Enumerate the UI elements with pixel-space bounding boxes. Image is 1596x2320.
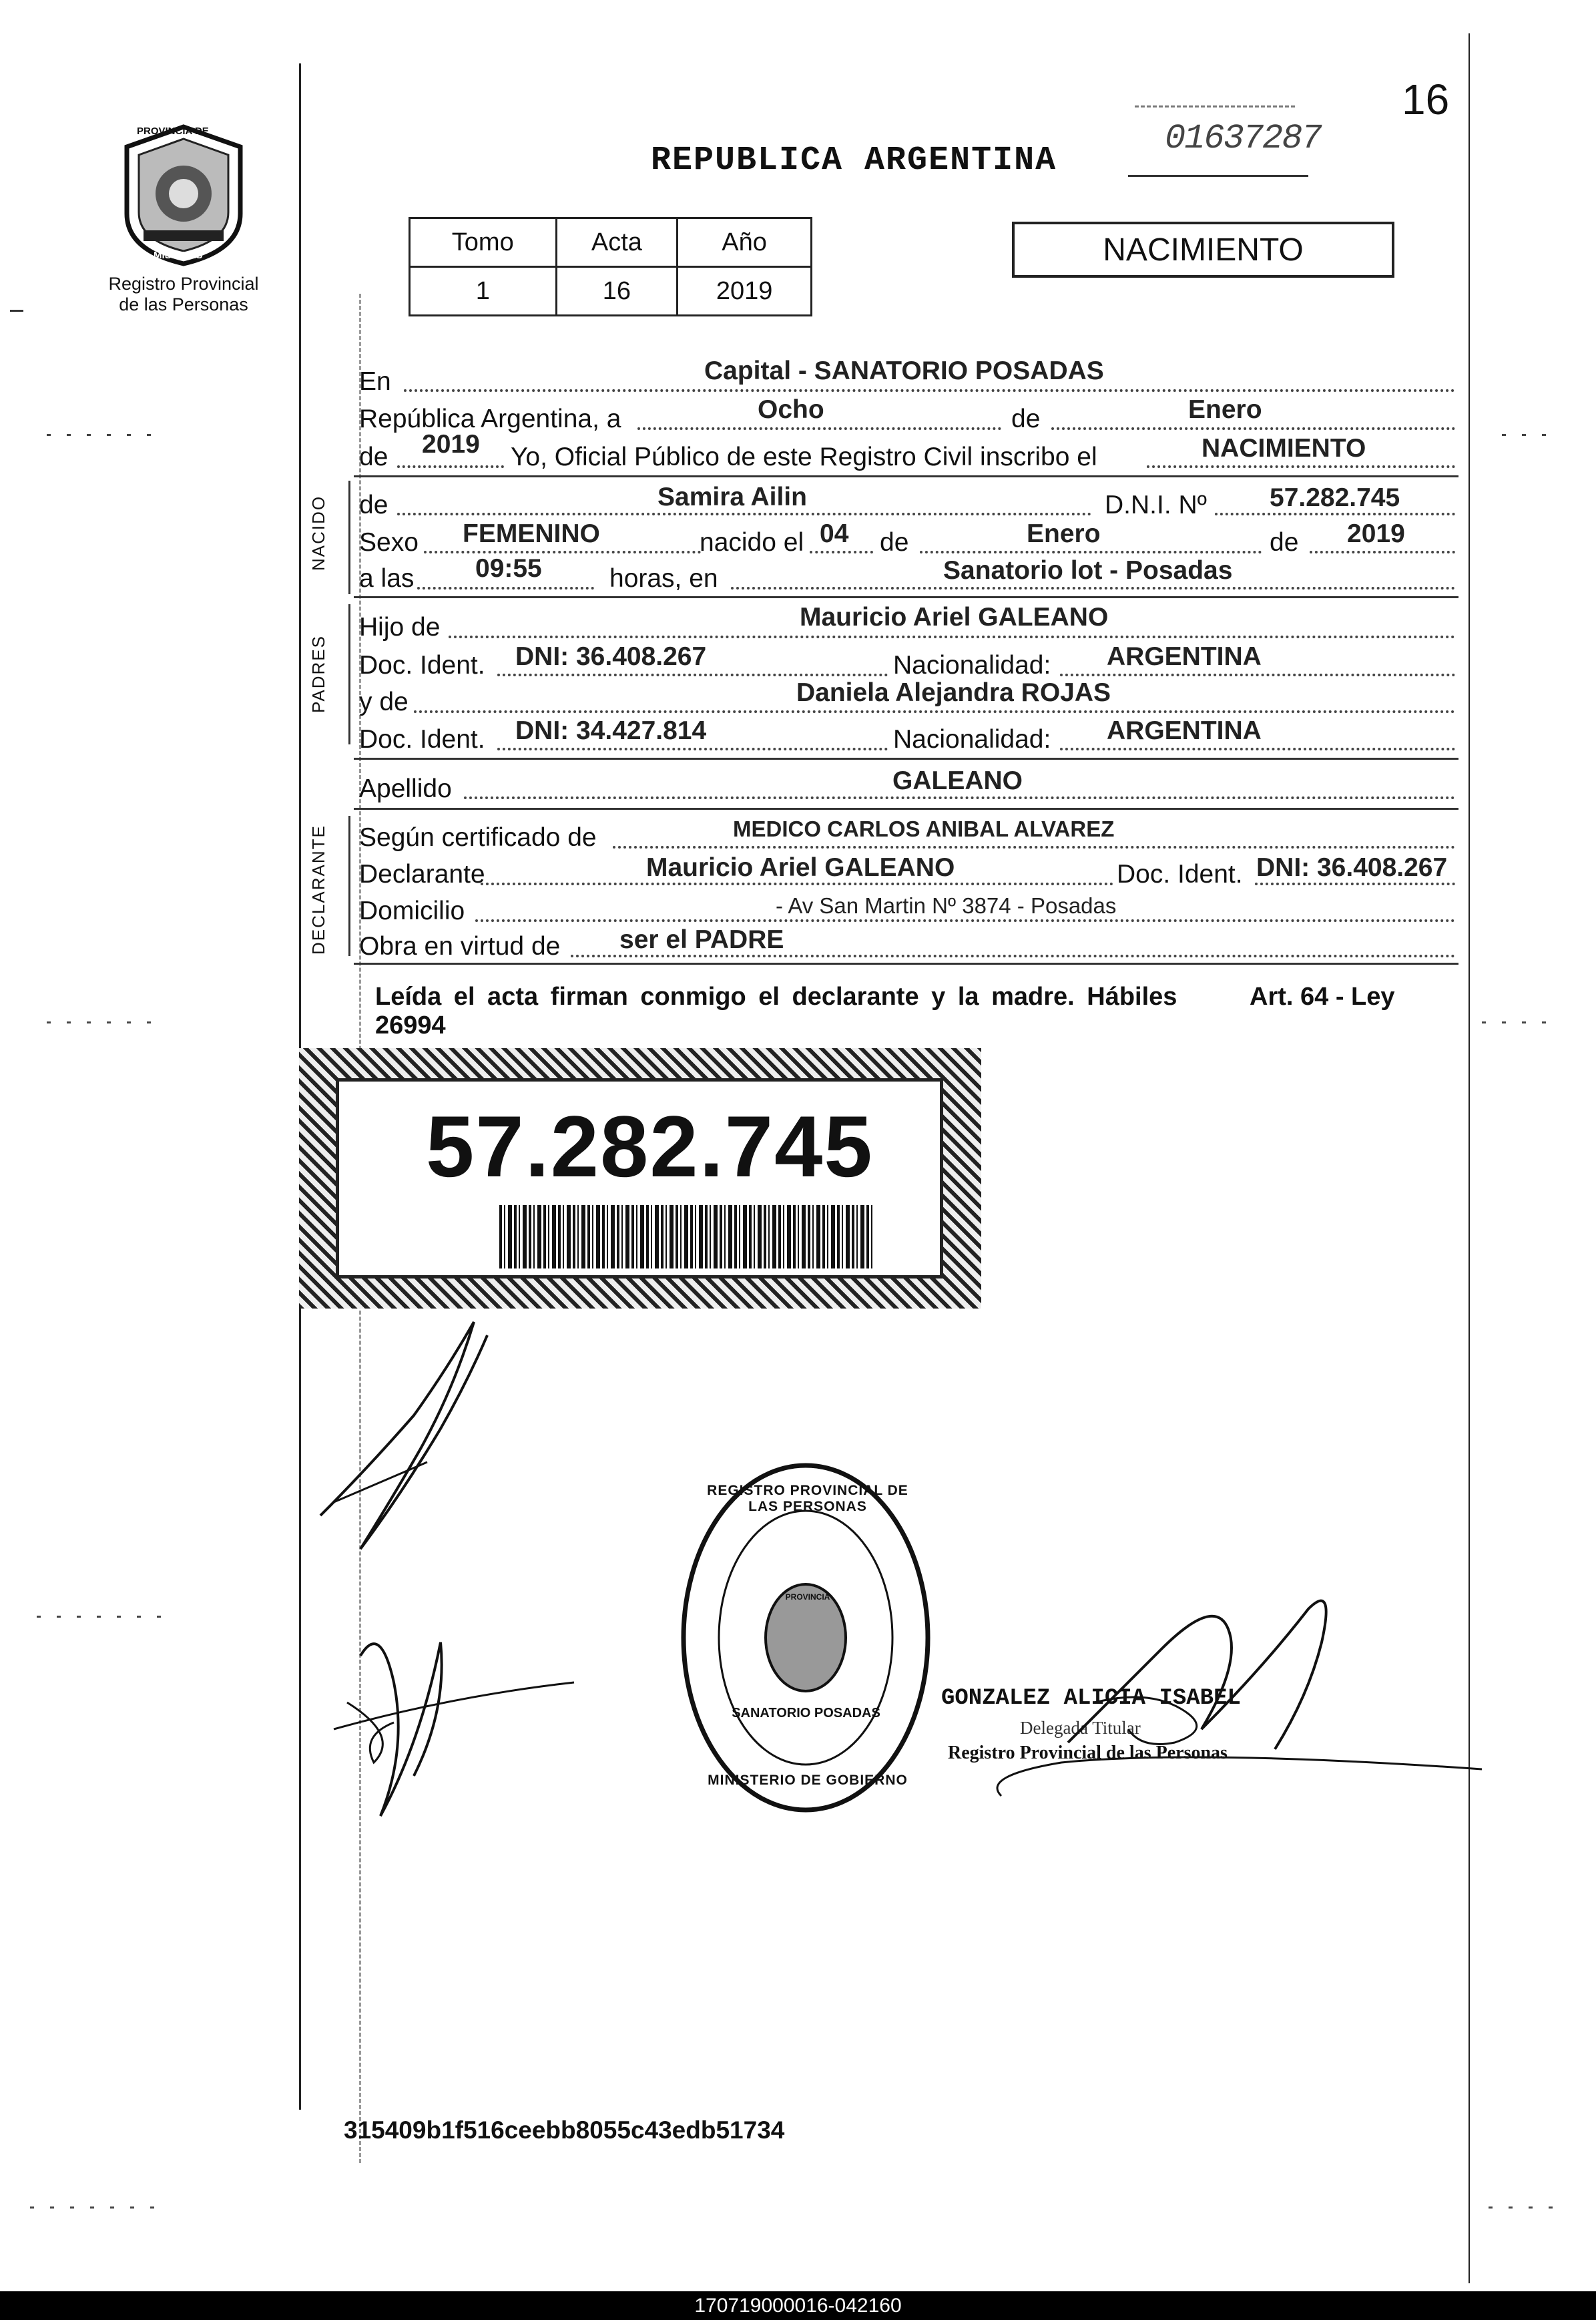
label-sexo: Sexo bbox=[359, 528, 419, 557]
registry-logo bbox=[113, 120, 254, 267]
section-padres: PADRES bbox=[308, 635, 328, 713]
section-nacido: NACIDO bbox=[308, 495, 328, 571]
divider-5 bbox=[354, 963, 1458, 965]
signature-official bbox=[961, 1569, 1495, 1809]
value-capacity: ser el PADRE bbox=[619, 925, 784, 954]
leader-birth-month bbox=[920, 551, 1262, 553]
label-de-3: de bbox=[1270, 528, 1299, 557]
value-address: - Av San Martin Nº 3874 - Posadas bbox=[776, 893, 1117, 918]
registry-name-line2: de las Personas bbox=[119, 294, 248, 314]
label-horas-en: horas, en bbox=[609, 564, 718, 593]
scan-speck bbox=[37, 1616, 164, 1618]
label-obra: Obra en virtud de bbox=[359, 932, 561, 961]
signature-declarant bbox=[314, 1309, 494, 1562]
stamp-outer-bottom: MINISTERIO DE GOBIERNO bbox=[708, 1773, 908, 1788]
leader-year bbox=[397, 465, 504, 468]
leader-dni bbox=[1215, 513, 1455, 515]
leader-sex bbox=[424, 551, 701, 553]
leader-day bbox=[637, 427, 1001, 430]
official-stamp bbox=[678, 1459, 935, 1816]
label-y-de: y de bbox=[359, 688, 409, 716]
scan-speck bbox=[1502, 434, 1555, 436]
label-oficial: Yo, Oficial Público de este Registro Civil inscribo el bbox=[511, 443, 1097, 471]
page-number: 16 bbox=[1402, 75, 1450, 124]
leader-address bbox=[475, 919, 1455, 922]
leader-name bbox=[397, 513, 1091, 515]
divider-4 bbox=[354, 808, 1458, 810]
right-margin-line bbox=[1469, 33, 1470, 2283]
value-father-name: Mauricio Ariel GALEANO bbox=[800, 603, 1109, 632]
registry-table-header bbox=[410, 218, 812, 267]
table-header-acta: Acta bbox=[556, 218, 678, 267]
value-event: NACIMIENTO bbox=[1202, 434, 1366, 463]
official-title: Delegada Titular bbox=[1020, 1718, 1141, 1738]
value-certificate: MEDICO CARLOS ANIBAL ALVAREZ bbox=[733, 817, 1115, 841]
closing-text-line1: Leída el acta firman conmigo el declarante y la madre. Hábiles bbox=[375, 983, 1177, 1011]
leader-capacity bbox=[571, 955, 1455, 957]
leader-mother-doc bbox=[497, 748, 888, 750]
nacido-bracket bbox=[348, 481, 350, 594]
leader-mother bbox=[414, 710, 1455, 713]
value-father-doc: DNI: 36.408.267 bbox=[515, 642, 707, 671]
label-doc-ident: Doc. Ident. bbox=[359, 651, 485, 680]
declarante-bracket bbox=[348, 816, 350, 956]
value-declarant: Mauricio Ariel GALEANO bbox=[646, 853, 955, 882]
leader-birth-year bbox=[1310, 551, 1455, 553]
logo-seal-top: PROVINCIA DE bbox=[137, 126, 209, 137]
record-type-box bbox=[1012, 222, 1394, 278]
label-domicilio: Domicilio bbox=[359, 897, 465, 925]
registry-table-values bbox=[410, 267, 812, 316]
country-title: REPUBLICA ARGENTINA bbox=[651, 142, 1057, 180]
label-declarante: Declarante bbox=[359, 860, 485, 889]
stamp-inner: SANATORIO POSADAS bbox=[732, 1706, 880, 1720]
footer-code: 170719000016-042160 bbox=[694, 2294, 902, 2317]
divider-2 bbox=[354, 596, 1458, 598]
registry-name-line1: Registro Provincial bbox=[108, 274, 259, 294]
label-nacionalidad-2: Nacionalidad: bbox=[893, 725, 1051, 754]
label-nacionalidad: Nacionalidad: bbox=[893, 651, 1051, 680]
table-value-tomo: 1 bbox=[410, 267, 557, 316]
value-child-name: Samira Ailin bbox=[657, 483, 807, 511]
padres-bracket bbox=[348, 604, 350, 744]
label-segun: Según certificado de bbox=[359, 823, 597, 852]
official-name: GONZALEZ ALICIA ISABEL bbox=[941, 1686, 1241, 1711]
label-apellido: Apellido bbox=[359, 774, 452, 803]
leader-birth-place bbox=[731, 587, 1455, 590]
leader-declarant bbox=[481, 883, 1113, 885]
record-type: NACIMIENTO bbox=[1103, 232, 1304, 268]
value-dni: 57.282.745 bbox=[1270, 483, 1400, 512]
value-birth-year: 2019 bbox=[1347, 519, 1405, 548]
signature-mother bbox=[320, 1602, 587, 1829]
value-day-word: Ocho bbox=[758, 395, 824, 424]
label-hijo-de: Hijo de bbox=[359, 613, 441, 642]
value-birth-day: 04 bbox=[820, 519, 849, 548]
table-header-tomo: Tomo bbox=[410, 218, 557, 267]
divider-1 bbox=[354, 475, 1458, 477]
stamp-outer-top: REGISTRO PROVINCIAL DE LAS PERSONAS bbox=[707, 1483, 908, 1514]
leader-father bbox=[449, 636, 1455, 638]
scan-speck bbox=[1482, 1021, 1562, 1023]
label-de-month: de bbox=[1011, 405, 1041, 433]
label-de-2: de bbox=[880, 528, 909, 557]
closing-text-line2: 26994 bbox=[375, 1011, 446, 1039]
table-header-ano: Año bbox=[678, 218, 812, 267]
scan-speck bbox=[1489, 2207, 1569, 2209]
leader-time bbox=[417, 587, 594, 590]
label-nacido-el: nacido el bbox=[700, 528, 804, 557]
scan-speck bbox=[30, 2207, 164, 2209]
stamp-center-top: PROVINCIA bbox=[785, 1592, 830, 1602]
value-birth-time: 09:55 bbox=[475, 554, 542, 583]
scan-speck bbox=[47, 1021, 167, 1023]
label-doc-ident-2: Doc. Ident. bbox=[359, 725, 485, 754]
value-mother-doc: DNI: 34.427.814 bbox=[515, 716, 707, 745]
label-de-year: de bbox=[359, 443, 388, 471]
dni-sticker-inner bbox=[336, 1078, 943, 1279]
value-birth-place: Sanatorio lot - Posadas bbox=[943, 556, 1233, 585]
label-a-las: a las bbox=[359, 564, 415, 593]
hash-code: 315409b1f516ceebb8055c43edb51734 bbox=[344, 2116, 785, 2144]
label-dni: D.N.I. Nº bbox=[1105, 491, 1207, 519]
leader-birth-day bbox=[810, 551, 873, 553]
registry-table bbox=[409, 217, 812, 316]
label-de-name: de bbox=[359, 491, 388, 519]
leader-en bbox=[404, 389, 1455, 392]
logo-seal-bottom: MISIONES bbox=[154, 250, 203, 261]
serial-underline bbox=[1128, 175, 1308, 177]
footer-bar bbox=[0, 2291, 1596, 2320]
leader-surname bbox=[464, 796, 1455, 799]
value-father-nationality: ARGENTINA bbox=[1107, 642, 1262, 671]
official-office: Registro Provincial de las Personas bbox=[948, 1743, 1228, 1763]
dni-sticker bbox=[299, 1048, 981, 1309]
scan-speck bbox=[47, 434, 167, 436]
value-birth-month: Enero bbox=[1027, 519, 1101, 548]
leader-month bbox=[1051, 427, 1455, 430]
value-surname: GALEANO bbox=[892, 766, 1023, 795]
closing-text-ref: Art. 64 - Ley bbox=[1250, 983, 1395, 1011]
leader-declarant-doc bbox=[1255, 883, 1455, 885]
dni-sticker-number: 57.282.745 bbox=[426, 1098, 874, 1195]
value-declarant-doc: DNI: 36.408.267 bbox=[1256, 853, 1448, 882]
divider-3 bbox=[354, 758, 1458, 760]
value-year: 2019 bbox=[422, 430, 480, 459]
table-value-ano: 2019 bbox=[678, 267, 812, 316]
label-republica: República Argentina, a bbox=[359, 405, 621, 433]
leader-father-doc bbox=[497, 674, 888, 676]
leader-certificate bbox=[613, 846, 1455, 849]
leader-mother-nat bbox=[1060, 748, 1455, 750]
serial-number: 01637287 bbox=[1165, 119, 1321, 158]
dni-barcode bbox=[499, 1205, 873, 1268]
value-place: Capital - SANATORIO POSADAS bbox=[704, 357, 1104, 385]
value-sex: FEMENINO bbox=[463, 519, 600, 548]
leader-event bbox=[1147, 465, 1455, 468]
leader-father-nat bbox=[1060, 674, 1455, 676]
value-mother-name: Daniela Alejandra ROJAS bbox=[796, 678, 1111, 707]
serial-overline bbox=[1135, 105, 1295, 107]
value-mother-nationality: ARGENTINA bbox=[1107, 716, 1262, 745]
table-value-acta: 16 bbox=[556, 267, 678, 316]
label-doc-ident-3: Doc. Ident. bbox=[1117, 860, 1243, 889]
section-declarante: DECLARANTE bbox=[308, 825, 328, 955]
value-month: Enero bbox=[1188, 395, 1262, 424]
label-en: En bbox=[359, 367, 391, 396]
registry-name bbox=[80, 274, 287, 315]
scan-speck bbox=[10, 310, 23, 312]
